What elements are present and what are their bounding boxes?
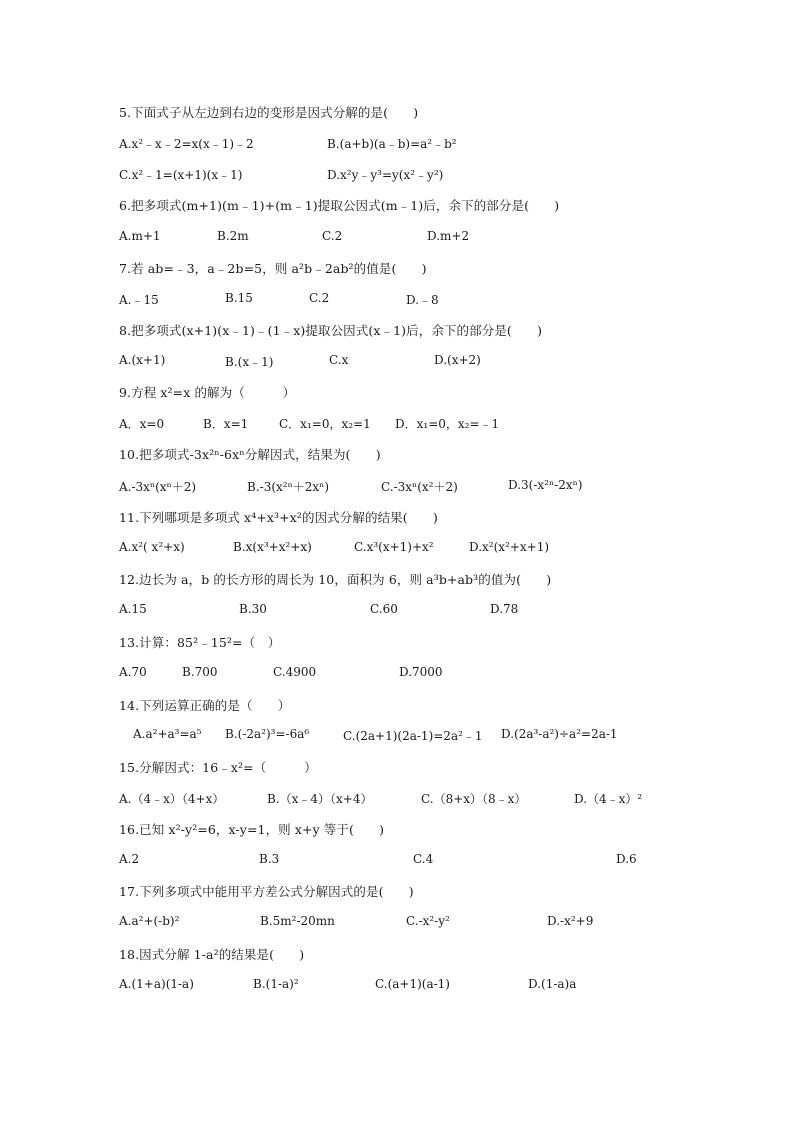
option-d: D.（4﹣x）² <box>574 792 643 806</box>
option-b: B.15 <box>225 291 253 305</box>
question-18-options <box>119 977 719 993</box>
option-b: B.(1-a)² <box>253 977 299 991</box>
option-b: B.(x﹣1) <box>225 355 274 369</box>
option-c: C.x³(x+1)+x² <box>354 540 434 554</box>
option-d: D.x²(x²+x+1) <box>469 540 550 554</box>
question-5-stem: 5.下面式子从左边到右边的变形是因式分解的是( ) <box>119 105 419 120</box>
question-6-stem: 6.把多项式(m+1)(m﹣1)+(m﹣1)提取公因式(m﹣1)后，余下的部分是( ) <box>119 198 560 213</box>
option-a: A.﹣15 <box>119 293 159 307</box>
question-14-stem: 14.下列运算正确的是（ ） <box>119 698 291 713</box>
option-b: B.30 <box>239 602 267 616</box>
question-11-stem: 11.下列哪项是多项式 x⁴+x³+x²的因式分解的结果( ) <box>119 510 438 525</box>
option-b: B.2m <box>217 229 249 243</box>
option-d: D.x²y﹣y³=y(x²﹣y²) <box>327 168 444 182</box>
question-10-stem: 10.把多项式-3x²ⁿ-6xⁿ分解因式，结果为( ) <box>119 447 381 462</box>
question-12-stem: 12.边长为 a，b 的长方形的周长为 10，面积为 6，则 a³b+ab³的值为( ) <box>119 572 552 587</box>
option-a: A.x²﹣x﹣2=x(x﹣1)﹣2 <box>119 137 254 151</box>
option-b: B.3 <box>259 852 280 866</box>
question-17-options <box>119 914 719 930</box>
option-c: C．x₁=0，x₂=1 <box>279 417 371 431</box>
option-a: A.2 <box>119 852 140 866</box>
option-c: C.60 <box>370 602 398 616</box>
question-5-options <box>119 135 719 151</box>
option-d: D.7000 <box>399 665 443 679</box>
option-d: D.(2a³-a²)÷a²=2a-1 <box>501 727 618 741</box>
question-18-stem: 18.因式分解 1-a²的结果是( ) <box>119 947 305 962</box>
question-8-stem: 8.把多项式(x+1)(x﹣1)﹣(1﹣x)提取公因式(x﹣1)后，余下的部分是( ) <box>119 323 543 338</box>
question-8-options <box>119 353 719 369</box>
option-a: A.x²( x²+x) <box>119 540 185 554</box>
option-a: A．x=0 <box>119 417 165 431</box>
option-d: D.-x²+9 <box>547 914 594 928</box>
option-b: B.(a+b)(a﹣b)=a²﹣b² <box>327 137 457 151</box>
option-b: B.x(x³+x²+x) <box>233 540 312 554</box>
option-d: D.﹣8 <box>406 293 439 307</box>
question-11-options <box>119 540 719 556</box>
option-d: D.3(-x²ⁿ-2xⁿ) <box>508 478 583 492</box>
question-5-options-row2 <box>119 166 719 182</box>
question-13-options <box>119 665 719 681</box>
option-a: A.15 <box>119 602 147 616</box>
option-d: D.(1-a)a <box>528 977 577 991</box>
question-14-options <box>119 727 719 743</box>
option-b: B.5m²-20mn <box>260 914 335 928</box>
option-c: C.x <box>329 353 349 367</box>
option-d: D.6 <box>616 852 637 866</box>
question-15-options <box>119 790 719 806</box>
question-15-stem: 15.分解因式：16﹣x²=（ ） <box>119 760 317 775</box>
question-9-options <box>119 415 719 431</box>
option-a: A.-3xⁿ(xⁿ＋2) <box>119 480 197 494</box>
option-a: A.m+1 <box>119 229 161 243</box>
option-c: C.x²﹣1=(x+1)(x﹣1) <box>119 168 243 182</box>
option-a: A.70 <box>119 665 147 679</box>
question-6-options <box>119 229 719 245</box>
option-a: A.a²+a³=a⁵ <box>133 727 202 741</box>
question-9-stem: 9.方程 x²=x 的解为（ ） <box>119 385 296 400</box>
option-b: B.(-2a²)³=-6a⁶ <box>225 727 310 741</box>
option-d: D.m+2 <box>427 229 470 243</box>
question-10-options <box>119 478 719 494</box>
option-c: C.(2a+1)(2a-1)=2a²﹣1 <box>343 729 483 743</box>
question-7-stem: 7.若 ab=﹣3，a﹣2b=5，则 a²b﹣2ab²的值是( ) <box>119 261 427 276</box>
option-b: B．x=1 <box>203 417 249 431</box>
question-17-stem: 17.下列多项式中能用平方差公式分解因式的是( ) <box>119 884 414 899</box>
option-c: C.4 <box>413 852 434 866</box>
option-d: D．x₁=0，x₂=﹣1 <box>395 417 500 431</box>
option-c: C.2 <box>322 229 343 243</box>
option-a: A.(1+a)(1-a) <box>119 977 194 991</box>
option-c: C.-x²-y² <box>406 914 450 928</box>
question-12-options <box>119 602 719 618</box>
option-c: C.4900 <box>273 665 317 679</box>
option-a: A.a²+(-b)² <box>119 914 180 928</box>
option-d: D.78 <box>490 602 519 616</box>
option-a: A.(x+1) <box>119 353 166 367</box>
option-a: A.（4﹣x）（4+x） <box>119 792 225 806</box>
question-16-options <box>119 852 719 868</box>
question-13-stem: 13.计算：85²﹣15²=（ ） <box>119 635 281 650</box>
question-7-options <box>119 291 719 307</box>
option-b: B.-3(x²ⁿ＋2xⁿ) <box>247 480 330 494</box>
option-c: C.(a+1)(a-1) <box>375 977 450 991</box>
option-b: B.700 <box>182 665 218 679</box>
question-16-stem: 16.已知 x²-y²=6，x-y=1，则 x+y 等于( ) <box>119 822 385 837</box>
option-c: C.-3xⁿ(x²＋2) <box>381 480 458 494</box>
option-d: D.(x+2) <box>434 353 481 367</box>
option-c: C.（8+x）（8﹣x） <box>421 792 527 806</box>
option-c: C.2 <box>309 291 330 305</box>
option-b: B.（x﹣4）（x+4） <box>267 792 373 806</box>
